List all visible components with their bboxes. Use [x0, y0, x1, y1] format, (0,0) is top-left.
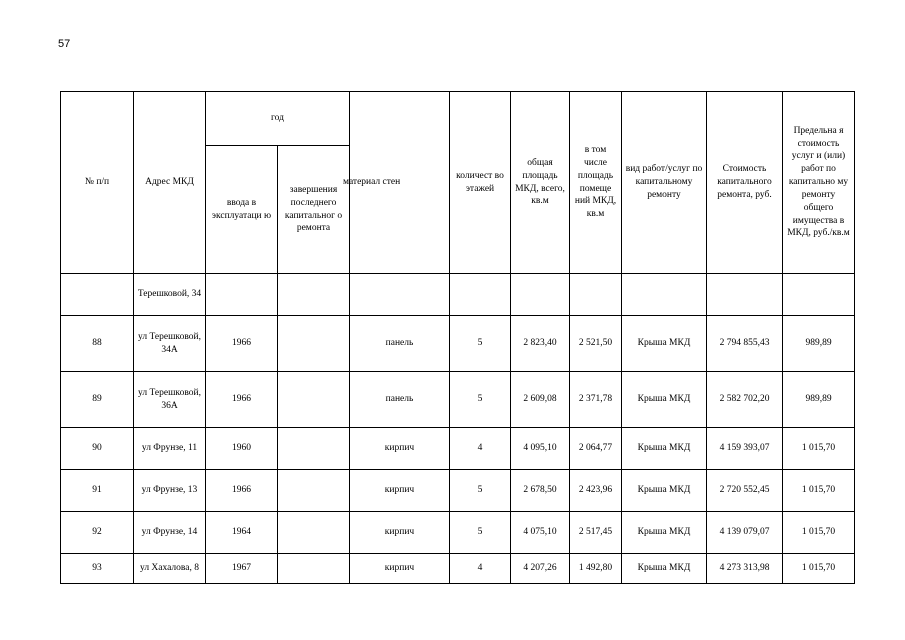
cell-floors: 4 — [450, 554, 511, 584]
cell-year-commission: 1964 — [206, 512, 278, 554]
cell-empty — [622, 274, 707, 316]
cell-empty — [707, 274, 783, 316]
cell-cost: 4 139 079,07 — [707, 512, 783, 554]
cell-max-cost: 1 015,70 — [783, 428, 855, 470]
cell-work-type: Крыша МКД — [622, 372, 707, 428]
cell-work-type: Крыша МКД — [622, 554, 707, 584]
cell-max-cost: 989,89 — [783, 372, 855, 428]
header-num: № п/п — [61, 92, 134, 274]
cell-total-area: 4 207,26 — [511, 554, 570, 584]
cell-year-repair — [278, 470, 350, 512]
cell-year-repair — [278, 316, 350, 372]
cell-total-area: 2 823,40 — [511, 316, 570, 372]
cell-num: 93 — [61, 554, 134, 584]
cell-cost: 2 582 702,20 — [707, 372, 783, 428]
table-row — [61, 428, 855, 470]
header-total-area: общая площадь МКД, всего, кв.м — [511, 92, 570, 274]
cell-total-area: 2 678,50 — [511, 470, 570, 512]
cell-year-commission: 1966 — [206, 470, 278, 512]
cell-year-commission: 1966 — [206, 372, 278, 428]
cell-num: 89 — [61, 372, 134, 428]
cell-num: 91 — [61, 470, 134, 512]
cell-address: ул Терешковой, 34А — [134, 316, 206, 372]
table-row — [61, 274, 855, 316]
table-row — [61, 316, 855, 372]
cell-empty — [450, 274, 511, 316]
cell-floors: 5 — [450, 512, 511, 554]
cell-premises-area: 2 521,50 — [570, 316, 622, 372]
cell-year-repair — [278, 428, 350, 470]
table-row — [61, 554, 855, 584]
cell-address: ул Фрунзе, 13 — [134, 470, 206, 512]
cell-wall-material: кирпич — [350, 512, 450, 554]
cell-work-type: Крыша МКД — [622, 470, 707, 512]
cell-address: ул Фрунзе, 14 — [134, 512, 206, 554]
cell-floors: 4 — [450, 428, 511, 470]
cell-year-repair — [278, 512, 350, 554]
cell-floors: 5 — [450, 316, 511, 372]
cell-cost: 4 159 393,07 — [707, 428, 783, 470]
header-premises-area: в том числе площадь помеще ний МКД, кв.м — [570, 92, 622, 274]
cell-total-area: 4 095,10 — [511, 428, 570, 470]
header-year-repair: завершения последнего капитальног о ремонта — [278, 146, 350, 274]
cell-empty — [206, 274, 278, 316]
cell-premises-area: 1 492,80 — [570, 554, 622, 584]
header-year: год — [206, 92, 350, 146]
cell-num: 88 — [61, 316, 134, 372]
table-header — [61, 92, 855, 274]
table-row — [61, 372, 855, 428]
cell-premises-area: 2 423,96 — [570, 470, 622, 512]
cell-max-cost: 989,89 — [783, 316, 855, 372]
cell-address: ул Хахалова, 8 — [134, 554, 206, 584]
cell-max-cost: 1 015,70 — [783, 554, 855, 584]
cell-empty — [278, 274, 350, 316]
cell-work-type: Крыша МКД — [622, 512, 707, 554]
cell-floors: 5 — [450, 372, 511, 428]
cell-max-cost: 1 015,70 — [783, 512, 855, 554]
cell-total-area: 2 609,08 — [511, 372, 570, 428]
table-body — [61, 274, 855, 584]
cell-work-type: Крыша МКД — [622, 316, 707, 372]
header-year-commission: ввода в эксплуатаци ю — [206, 146, 278, 274]
cell-address: ул Фрунзе, 11 — [134, 428, 206, 470]
cell-wall-material: панель — [350, 316, 450, 372]
table-row — [61, 470, 855, 512]
repair-table — [60, 91, 855, 584]
cell-empty — [783, 274, 855, 316]
table-row — [61, 512, 855, 554]
cell-floors: 5 — [450, 470, 511, 512]
cell-total-area: 4 075,10 — [511, 512, 570, 554]
cell-num: 90 — [61, 428, 134, 470]
cell-wall-material: панель — [350, 372, 450, 428]
cell-year-commission: 1960 — [206, 428, 278, 470]
cell-cost: 4 273 313,98 — [707, 554, 783, 584]
cell-num — [61, 274, 134, 316]
cell-premises-area: 2 517,45 — [570, 512, 622, 554]
cell-cost: 2 794 855,43 — [707, 316, 783, 372]
header-wall-material: материал стен — [350, 92, 450, 274]
cell-wall-material: кирпич — [350, 428, 450, 470]
cell-premises-area: 2 064,77 — [570, 428, 622, 470]
cell-max-cost: 1 015,70 — [783, 470, 855, 512]
cell-cost: 2 720 552,45 — [707, 470, 783, 512]
cell-wall-material: кирпич — [350, 554, 450, 584]
header-work-type: вид работ/услуг по капитальному ремонту — [622, 92, 707, 274]
cell-address: ул Терешковой, 36А — [134, 372, 206, 428]
cell-year-repair — [278, 554, 350, 584]
cell-work-type: Крыша МКД — [622, 428, 707, 470]
cell-empty — [570, 274, 622, 316]
cell-num: 92 — [61, 512, 134, 554]
cell-premises-area: 2 371,78 — [570, 372, 622, 428]
page-number: 57 — [58, 38, 71, 50]
header-max-cost: Предельна я стоимость услуг и (или) работ по капитально му ремонту общего имущества в МКД, руб./кв.м — [783, 92, 855, 274]
cell-address: Терешковой, 34 — [134, 274, 206, 316]
header-cost: Стоимость капитального ремонта, руб. — [707, 92, 783, 274]
header-address: Адрес МКД — [134, 92, 206, 274]
cell-year-repair — [278, 372, 350, 428]
cell-wall-material: кирпич — [350, 470, 450, 512]
header-floors: количест во этажей — [450, 92, 511, 274]
cell-empty — [511, 274, 570, 316]
cell-year-commission: 1966 — [206, 316, 278, 372]
cell-year-commission: 1967 — [206, 554, 278, 584]
cell-empty — [350, 274, 450, 316]
